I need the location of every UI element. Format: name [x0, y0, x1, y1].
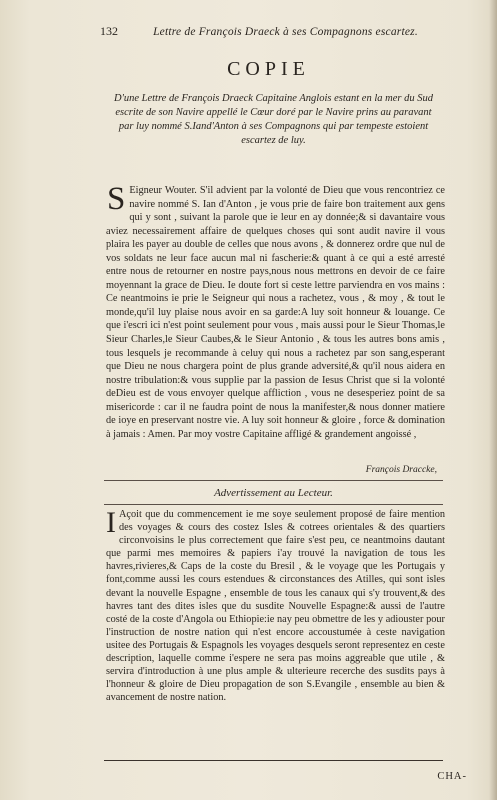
- catchword: CHA-: [437, 771, 467, 782]
- advertissement-title: Advertissement au Lecteur.: [214, 487, 333, 499]
- running-title: Lettre de François Draeck à ses Compagnons escartez.: [153, 26, 418, 38]
- advertissement-text: Açoit que du commencement ie me soye seulement proposé de faire mention des voyages & cours des costez Isles & cotrees orientales & des quartiers circonvoisins le plus correctement que faire s'est peu, ce neantmoins dautant que parmi mes memoires & papiers i'ay trouvé la navigation de tous les havres,rivieres,& Caps de la coste du Bresil , & le voyage que les Portugais y font,comme aussi les cours estendues & circonstances des Atilles, qui sont isles devant la nouvelle Espagne , ensemble de tous les canaux qui s'y trouvent,& des havres tant des dites isles que du susdite Nouvelle Espagne:& aussi de l'autre costé de la coste d'Angola ou Ethiopie:ie nay peu obmettre de les y adiouster pour l'instruction de nostre nation qui n'est encore accoustumée à ceste navigation usitee des Portugais & Espagnols les voyages desquels seront representez en ceste description, laquelle comme i'espere ne sera pas moins aggreable que utile , & servira d'introduction à une plus ample & ulterieure recerche des susdits pays à l'honneur & gloire de Dieu propagation de son S.Evangile , ensemble au bien & avancement de nostre nation.: [106, 509, 445, 704]
- page-title: COPIE: [227, 58, 310, 80]
- section-rule-middle: [104, 504, 443, 505]
- letter-drop-cap: S: [107, 181, 126, 217]
- advertissement-drop-cap: I: [106, 506, 116, 539]
- section-rule-top: [104, 480, 443, 481]
- letter-subtitle: D'une Lettre de François Draeck Capitaine Anglois estant en la mer du Sud escrite de son Navire appellé le Cœur doré par le Navire prins au paravant par luy nommé S.Iand'Anton à ses Compagnons qui par tempeste estoient escartez de luy.: [114, 93, 433, 146]
- page-number: 132: [100, 24, 118, 38]
- page-edge-shadow: [489, 0, 497, 800]
- letter-body: [106, 181, 445, 441]
- letter-signature: François Draccke,: [365, 465, 437, 475]
- running-header: [100, 24, 437, 39]
- letter-text: Eigneur Wouter. S'il advient par la volonté de Dieu que vous rencontriez ce navire nommé S. Ian d'Anton , je vous prie de faire bon traitement aux gens qui y sont , suivant la parole que ie leur en ay donnée;& si davantaire vous aviez necessairement affaire de quelques choses qui sont audit navire il vous plaira les payer au double de celles que nous avons , & donnerez ordre que nul de vos soldats ne leur face aucun mal ni fascherie:& quant à ce qui a esté arresté entre nous de retourner en nostre pays,nous nous mettrons en devoir de ce faire moyennant la grace de Dieu. Ie doute fort si ceste lettre parviendra en vos mains : Ce neantmoins ie prie le Seigneur qui nous a rachetez, vous , & moy , & tout le monde,qu'il luy plaise nous avoir en sa garde:A luy soit honneur & louange. Ce que i'escri ici n'est point seulement pour vous , mais aussi pour le Sieur Thomas,le Sieur Charles,le Sieur Caubes,& le Sieur Antonio , & tous les autres bons amis , tous lesquels je recommande à celuy qui nous a rachetez par son sang,esperant que Dieu ne nous chargera point de plus grande adversité,& qu'il nous aidera en nostre tribulation:& vous supplie par la passion de Iesus Christ que si la volonté deDieu est de vous envoyer quelque affliction , vous ne desesperiez point de sa misericorde : car il ne faudra point de nous la manifester,& nous donner matiere de ioye en preservant nostre vie. A luy soit honneur & gloire , force & domination à jamais : Amen. Par moy vostre Capitaine affligé & grandement angoissé ,: [106, 185, 445, 440]
- page-bottom-rule: [104, 760, 443, 761]
- advertissement-body: [106, 508, 445, 704]
